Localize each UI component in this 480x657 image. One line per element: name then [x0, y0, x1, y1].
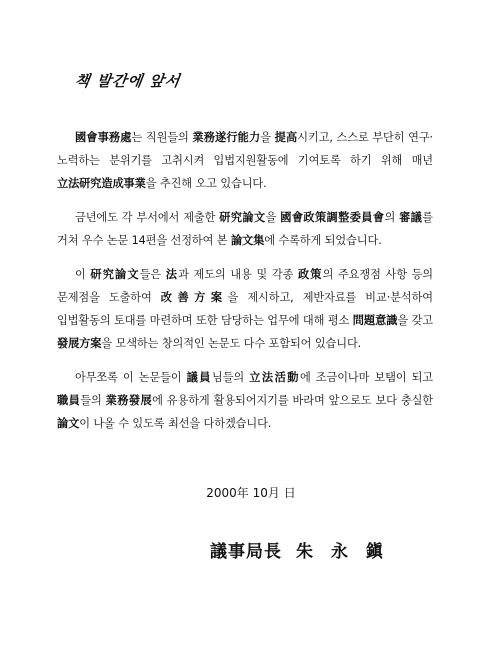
text-run: 을 갖고: [397, 314, 433, 327]
text-run: 아무쪼록 이 논문들이: [75, 371, 187, 384]
text-run: 을 제시하고, 제반자료를 비교·분석하여 입법활동의 토대를 마련하며 또한 담당하는 업무에 대해 평소: [57, 291, 433, 327]
text-run: 과 제도의 내용 및 각종: [178, 268, 298, 281]
paragraph: [57, 366, 433, 435]
signature-name: 朱 永 鎭: [296, 542, 389, 562]
document-date: 2000年 10月 日: [206, 486, 296, 500]
bold-term: 發展方案: [57, 337, 102, 350]
text-run: 에 조금이나마 보탬이 되고: [300, 371, 433, 384]
bold-term: 改善方案: [160, 291, 228, 304]
text-run: 에 수록하게 되었습니다.: [264, 234, 382, 247]
bold-term: 研究論文: [90, 268, 140, 281]
bold-term: 國會事務處: [75, 131, 132, 144]
bold-term: 國會政策調整委員會: [280, 211, 385, 224]
text-run: 들의: [80, 394, 106, 407]
text-run: 을: [265, 211, 281, 224]
text-run: 이: [75, 268, 91, 281]
bold-term: 政策: [297, 268, 323, 281]
bold-term: 提高: [274, 131, 298, 144]
bold-term: 議員: [186, 371, 212, 384]
text-run: 을 모색하는 창의적인 논문도 다수 포함되어 있습니다.: [101, 337, 362, 350]
text-run: 를 거쳐 우수 논문 14편을 선정하여 본: [57, 211, 433, 247]
bold-term: 立法活動: [249, 371, 300, 384]
document-body: [57, 126, 433, 446]
paragraph: [57, 206, 433, 252]
text-run: 금년에도 각 부서에서 제출한: [75, 211, 220, 224]
text-run: 의 주요쟁점 사항 등의 문제점을 도출하여: [57, 268, 434, 304]
bold-term: 職員: [57, 394, 81, 407]
paragraph: [57, 263, 433, 355]
bold-term: 審議: [399, 211, 423, 224]
bold-term: 研究論文: [219, 211, 266, 224]
bold-term: 業務遂行能力: [192, 131, 261, 144]
bold-term: 論文: [57, 417, 80, 430]
bold-term: 論文集: [230, 234, 265, 247]
signature-block: [210, 537, 389, 562]
text-run: 을 추진해 오고 있습니다.: [145, 177, 267, 190]
bold-term: 問題意識: [352, 314, 398, 327]
paragraph: [57, 126, 433, 195]
text-run: 에 유용하게 활용되어지기를 바라며 앞으로도 보다 충실한: [152, 394, 433, 407]
text-run: 시키고, 스스로 부단히 연구·노력하는 분위기를 고취시켜 입법지원활동에 기여토록 하기 위해 매년: [57, 131, 433, 167]
text-run: 님들의: [211, 371, 250, 384]
bold-term: 法: [165, 268, 179, 281]
signature-position: 議事局長: [210, 542, 282, 562]
text-run: 이 나올 수 있도록 최선을 다하겠습니다.: [79, 417, 272, 430]
text-run: 의: [384, 211, 400, 224]
document-title: 책 발간에 앞서: [73, 72, 182, 90]
text-run: 을: [260, 131, 275, 144]
text-run: 는 직원들의: [131, 131, 193, 144]
bold-term: 業務發展: [105, 394, 153, 407]
bold-term: 立法研究造成事業: [57, 177, 146, 190]
text-run: 들은: [139, 268, 166, 281]
